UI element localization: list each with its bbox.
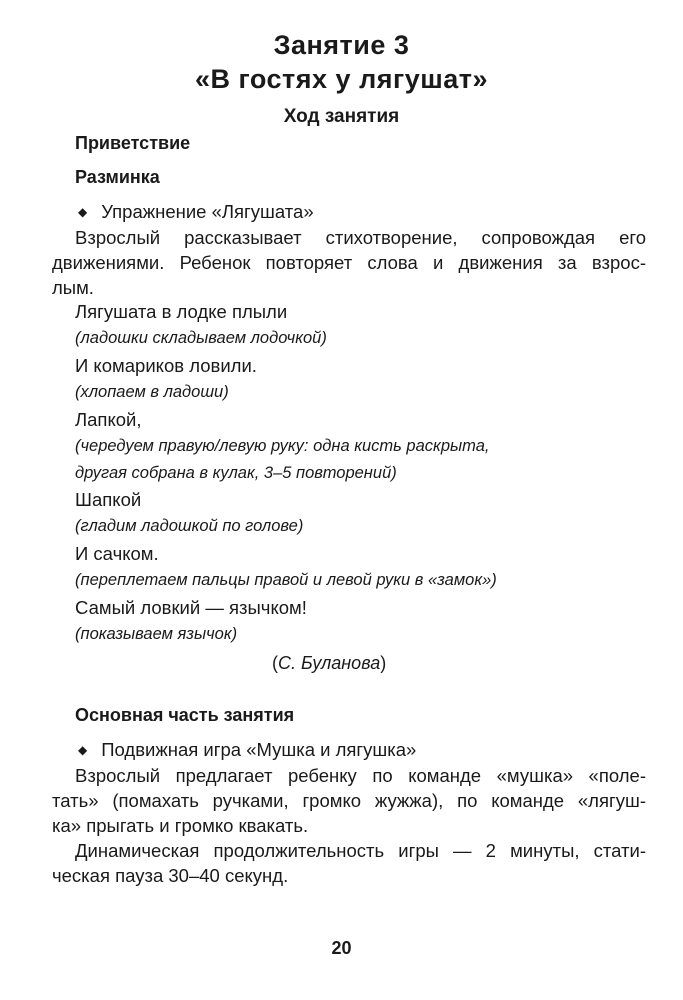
section-greeting: Приветствие <box>75 133 191 153</box>
diamond-bullet-icon: ◆ <box>78 205 88 219</box>
intro-line: лым. <box>52 277 94 298</box>
game-title: Подвижная игра «Мушка и лягушка» <box>101 739 417 760</box>
lesson-title: Занятие 3 <box>273 30 410 60</box>
poem-line: Лапкой, <box>75 409 142 430</box>
intro-line: Взрослый рассказывает стихотворение, сопровождая его <box>75 227 646 248</box>
game-paragraph-line: тать» (помахать ручками, громко жужжа), по команде «лягуш- <box>52 790 646 811</box>
poem-author-name: С. Буланова <box>278 653 381 673</box>
duration-paragraph-line: ческая пауза 30–40 секунд. <box>52 865 289 886</box>
exercise-item <box>78 201 314 223</box>
poem-line: Самый ловкий — язычком! <box>75 597 307 618</box>
course-heading: Ход занятия <box>283 106 400 127</box>
poem-instruction: (показываем язычок) <box>75 625 238 643</box>
poem-author: (С. Буланова) <box>272 653 387 673</box>
poem-instruction: другая собрана в кулак, 3–5 повторений) <box>75 464 397 482</box>
game-paragraph-line: ка» прыгать и громко квакать. <box>52 815 309 836</box>
poem-instruction: (чередуем правую/левую руку: одна кисть раскрыта, <box>75 437 490 455</box>
poem-instruction: (гладим ладошкой по голове) <box>75 517 304 535</box>
page-number: 20 <box>331 938 352 958</box>
poem-instruction: (переплетаем пальцы правой и левой руки в «замок») <box>75 571 497 589</box>
poem-line: Лягушата в лодке плыли <box>75 301 288 322</box>
section-main: Основная часть занятия <box>75 705 295 725</box>
poem-line: Шапкой <box>75 489 142 510</box>
intro-line: движениями. Ребенок повторяет слова и движения за взрос- <box>52 252 646 273</box>
game-item <box>78 739 416 761</box>
section-warmup: Разминка <box>75 167 160 187</box>
game-paragraph-line: Взрослый предлагает ребенку по команде «мушка» «поле- <box>75 765 646 786</box>
poem-line: И комариков ловили. <box>75 355 257 376</box>
poem-instruction: (ладошки складываем лодочкой) <box>75 329 327 347</box>
poem-instruction: (хлопаем в ладоши) <box>75 383 229 401</box>
poem-line: И сачком. <box>75 543 159 564</box>
duration-paragraph-line: Динамическая продолжительность игры — 2 минуты, стати- <box>75 840 646 861</box>
lesson-subtitle: «В гостях у лягушат» <box>195 64 488 94</box>
diamond-bullet-icon: ◆ <box>78 743 88 757</box>
exercise-title: Упражнение «Лягушата» <box>101 201 314 222</box>
